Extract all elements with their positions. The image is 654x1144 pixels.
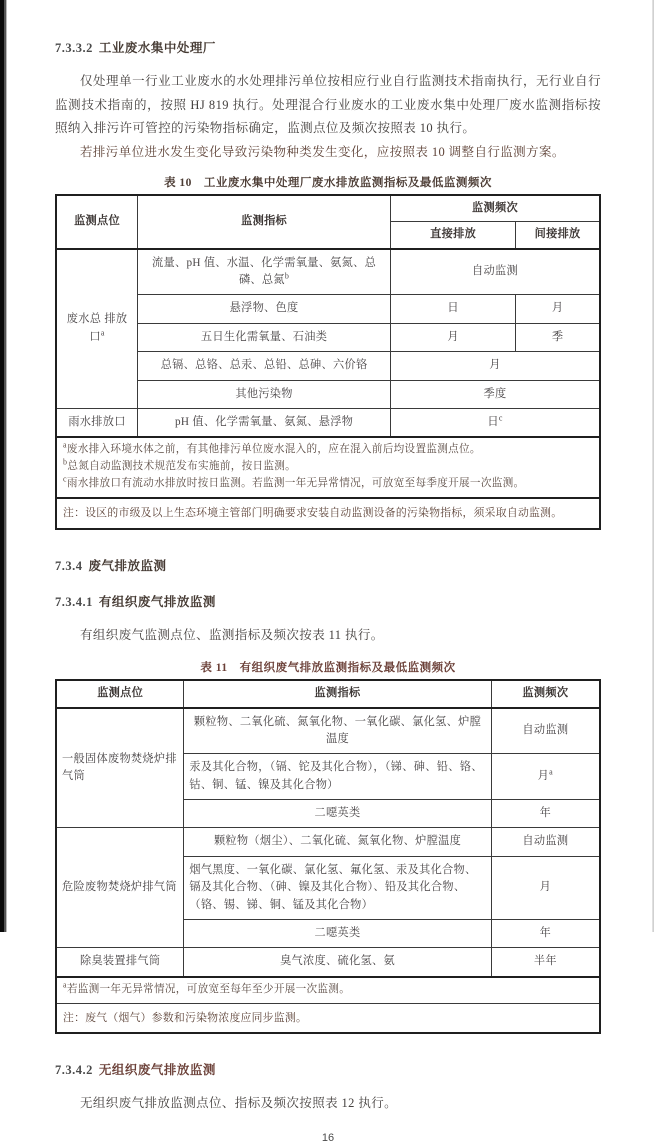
cell-frequency: 年: [491, 919, 600, 947]
cell-frequency: 半年: [491, 948, 600, 977]
section-number: 7.3.4.1: [55, 594, 93, 609]
cell-frequency: 月: [391, 352, 600, 380]
footnote-marker: a: [63, 980, 67, 990]
outlet-label: 废水总 排放口: [66, 313, 128, 343]
table-row: [56, 380, 600, 408]
cell-frequency: 月$^a$: [491, 754, 600, 800]
table-row: [56, 249, 600, 295]
cell-frequency-direct: 月: [391, 323, 516, 351]
paragraph: 有组织废气监测点位、监测指标及频次按表 11 执行。: [80, 627, 384, 642]
table-row: [56, 708, 600, 754]
col-header-indicator: 监测指标: [184, 680, 491, 707]
paragraph: 若排污单位进水发生变化导致污染物种类发生变化，应按照表 10 调整自行监测方案。: [80, 144, 565, 159]
footnote-marker: a: [63, 440, 67, 450]
cell-indicator: 烟气黑度、一氧化碳、氯化氢、氟化氢、汞及其化合物、镉及其化合物、（砷、镍及其化合物）、铅及其化合物、（铬、锡、锑、铜、锰及其化合物）: [184, 856, 491, 919]
table10-note: 注：设区的市级及以上生态环境主管部门明确要求安装自动监测设备的污染物指标，须采取自动监测。: [56, 498, 600, 529]
paragraph: 无组织废气排放监测点位、指标及频次按照表 12 执行。: [80, 1096, 398, 1111]
cell-indicator: 汞及其化合物，（镉、铊及其化合物），（锑、砷、铅、铬、钴、铜、锰、镍及其化合物）: [184, 754, 491, 800]
col-header-point: 监测点位: [56, 195, 138, 249]
col-header-indicator: 监测指标: [138, 195, 391, 249]
cell-stack-group-deodorize: 除臭装置排气筒: [56, 948, 184, 977]
section-number: 7.3.4.2: [55, 1063, 93, 1078]
table10-footnotes: [56, 437, 600, 498]
cell-stack-group-hazardous: 危险废物焚烧炉排气筒: [56, 828, 184, 948]
footnote-a: $^a$若监测一年无异常情况，可放宽至每年至少开展一次监测。: [63, 980, 351, 995]
page-content: [55, 38, 601, 1144]
section-title: 有组织废气排放监测: [98, 594, 216, 609]
section-heading-734: [55, 556, 601, 574]
cell-indicator: pH 值、化学需氧量、氨氮、悬浮物: [138, 408, 391, 437]
table-row: [56, 948, 600, 977]
table11-footnote: [56, 977, 600, 1003]
table-row: [56, 352, 600, 380]
footnote-marker: b: [284, 271, 290, 281]
col-header-point: 监测点位: [56, 680, 184, 707]
footnote-marker: a: [549, 767, 554, 777]
table-footnote-row: [56, 977, 600, 1003]
cell-frequency: 年: [491, 800, 600, 828]
table11-caption: 表 11 有组织废气排放监测指标及最低监测频次: [200, 662, 456, 675]
cell-frequency: 自动监测: [491, 828, 600, 856]
cell-indicator: 五日生化需氧量、石油类: [138, 323, 391, 351]
cell-indicator: 总镉、总铬、总汞、总铅、总砷、六价铬: [138, 352, 391, 380]
cell-frequency: 自动监测: [391, 249, 600, 295]
footnote-c: $^c$雨水排放口有流动水排放时按日监测。若监测一年无异常情况，可放宽至每季度开展一次监测。: [63, 474, 525, 490]
col-header-frequency: 监测频次: [391, 195, 600, 222]
table11-wastegas-monitoring: [55, 679, 601, 1034]
footnote-marker: c: [63, 474, 67, 484]
page-number: 16: [321, 1131, 335, 1144]
table10-caption: 表 10 工业废水集中处理厂废水排放监测指标及最低监测频次: [164, 177, 492, 189]
section-number: 7.3.4: [55, 558, 83, 573]
table-note-row: [56, 1003, 600, 1033]
footnote-a: $^a$废水排入环境水体之前，有其他排污单位废水混入的，应在混入前后均设置监测点位。: [63, 440, 481, 456]
section-number: 7.3.3.2: [55, 41, 93, 55]
cell-indicator: 其他污染物: [138, 380, 391, 408]
cell-indicator: 颗粒物、二氧化硫、氮氧化物、一氧化碳、氯化氢、炉膛温度: [184, 708, 491, 754]
section-title: 工业废水集中处理厂: [98, 41, 216, 55]
table-header-row: [56, 195, 600, 222]
cell-indicator: 流量、pH 值、水温、化学需氧量、氨氮、总磷、总氮$^b$: [138, 249, 391, 295]
scan-edge-artifact: [0, 0, 7, 932]
cell-frequency-indirect: 季: [516, 323, 600, 351]
paragraph: 仅处理单一行业工业废水的水处理排污单位按相应行业自行监测技术指南执行，无行业自行监测技术指南的，按照 HJ 819 执行。处理混合行业废水的工业废水集中处理厂废水监测指标按照纳入排污许可管控的污染物指标确定，监测点位及频次按照表 10 执行。: [55, 74, 601, 135]
cell-indicator: 二噁英类: [184, 800, 491, 828]
cell-indicator: 臭气浓度、硫化氢、氨: [184, 948, 491, 977]
cell-frequency: 自动监测: [491, 708, 600, 754]
cell-frequency: 季度: [391, 380, 600, 408]
cell-frequency: 日$^c$: [391, 408, 600, 437]
footnote-marker: c: [498, 413, 503, 423]
cell-frequency-direct: 日: [391, 295, 516, 323]
section-heading-7342: [55, 1060, 601, 1078]
footnote-b: $^b$总氮自动监测技术规范发布实施前，按日监测。: [63, 457, 297, 473]
table-footnote-row: [56, 437, 600, 498]
cell-outlet-group: [56, 249, 138, 409]
table-header-row: [56, 680, 600, 707]
footnote-marker: a: [100, 328, 105, 338]
section-heading-7341: [55, 592, 601, 610]
cell-outlet-rain: 雨水排放口: [56, 408, 138, 437]
cell-indicator: 二噁英类: [184, 919, 491, 947]
section-title: 无组织废气排放监测: [98, 1063, 216, 1078]
cell-frequency: 月: [491, 856, 600, 919]
cell-indicator: 颗粒物（烟尘）、二氧化硫、氮氧化物、炉膛温度: [184, 828, 491, 856]
col-header-indirect: 间接排放: [516, 222, 600, 249]
table-row: [56, 295, 600, 323]
cell-stack-group-general: 一般固体废物焚烧炉排气筒: [56, 708, 184, 828]
section-heading-7332: [55, 38, 601, 56]
cell-indicator: 悬浮物、色度: [138, 295, 391, 323]
table10-wastewater-monitoring: [55, 194, 601, 530]
footnote-marker: b: [63, 457, 68, 467]
col-header-direct: 直接排放: [391, 222, 516, 249]
table-row: [56, 323, 600, 351]
section-title: 废气排放监测: [88, 558, 167, 573]
table-note-row: [56, 498, 600, 529]
table-row: [56, 828, 600, 856]
table-row: [56, 408, 600, 437]
table11-note: 注：废气（烟气）参数和污染物浓度应同步监测。: [56, 1003, 600, 1033]
col-header-frequency: 监测频次: [491, 680, 600, 707]
cell-frequency-indirect: 月: [516, 295, 600, 323]
